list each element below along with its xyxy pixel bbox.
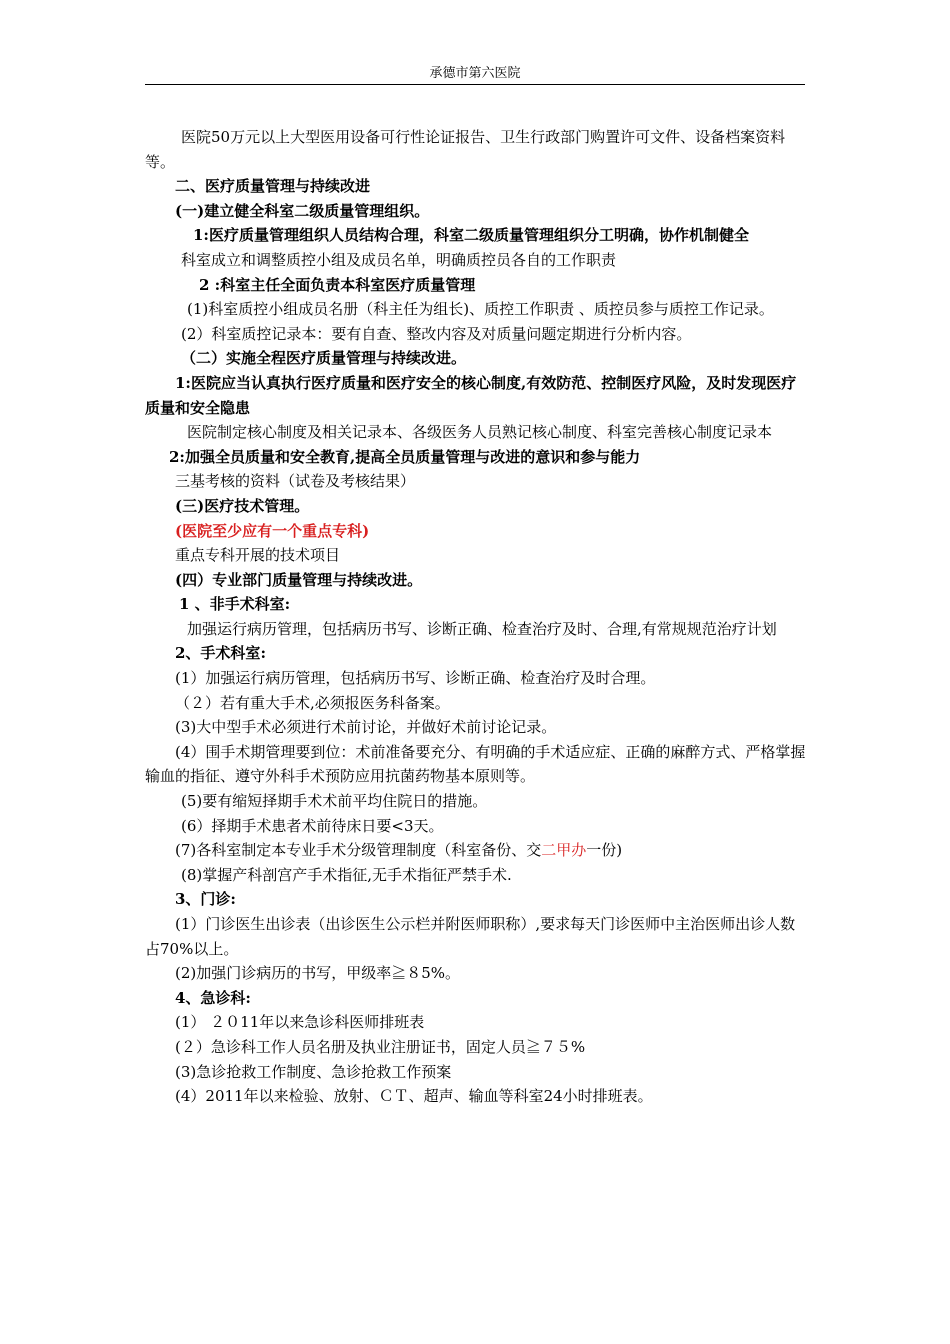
paragraph: (1） ２０11年以来急诊科医师排班表 bbox=[175, 1013, 425, 1032]
paragraph: (4）2011年以来检验、放射、ＣＴ、超声、输血等科室24小时排班表。 bbox=[175, 1087, 653, 1106]
subsection-heading: (三)医疗技术管理。 bbox=[175, 496, 310, 515]
header-rule bbox=[145, 84, 805, 85]
item-heading: 1:医疗质量管理组织人员结构合理，科室二级质量管理组织分工明确，协作机制健全 bbox=[193, 226, 749, 245]
paragraph: （２）若有重大手术,必须报医务科备案。 bbox=[175, 693, 450, 712]
section-heading: 二、医疗质量管理与持续改进 bbox=[175, 177, 371, 196]
paragraph: (２）急诊科工作人员名册及执业注册证书，固定人员≧７５% bbox=[175, 1037, 586, 1056]
item-heading: 2、手术科室: bbox=[175, 644, 266, 663]
subsection-heading: （二）实施全程医疗质量管理与持续改进。 bbox=[181, 349, 467, 368]
page-header-title: 承德市第六医院 bbox=[429, 66, 521, 81]
text-run: 一份) bbox=[586, 841, 623, 860]
paragraph: (1）加强运行病历管理，包括病历书写、诊断正确、检查治疗及时合理。 bbox=[175, 669, 656, 688]
subsection-heading: (四）专业部门质量管理与持续改进。 bbox=[175, 570, 423, 589]
text-run: (7)各科室制定本专业手术分级管理制度（科室备份、交 bbox=[175, 841, 542, 860]
paragraph: (5)要有缩短择期手术术前平均住院日的措施。 bbox=[181, 792, 488, 811]
item-heading: 1 、非手术科室: bbox=[179, 595, 291, 614]
item-heading: 4、急诊科: bbox=[175, 988, 251, 1007]
paragraph: (2）科室质控记录本：要有自查、整改内容及对质量问题定期进行分析内容。 bbox=[181, 324, 692, 343]
document-body bbox=[145, 125, 807, 1109]
paragraph: (4）围手术期管理要到位：术前准备要充分、有明确的手术适应症、正确的麻醉方式、严格掌握输血的指征、遵守外科手术预防应用抗菌药物基本原则等。 bbox=[145, 742, 806, 786]
paragraph: 医院制定核心制度及相关记录本、各级医务人员熟记核心制度、科室完善核心制度记录本 bbox=[187, 423, 773, 442]
item-heading: 1:医院应当认真执行医疗质量和医疗安全的核心制度,有效防范、控制医疗风险，及时发现医疗质量和安全隐患 bbox=[145, 373, 797, 417]
item-heading: 2:加强全员质量和安全教育,提高全员质量管理与改进的意识和参与能力 bbox=[169, 447, 641, 466]
subsection-heading: (一)建立健全科室二级质量管理组织。 bbox=[175, 201, 430, 220]
paragraph: 重点专科开展的技术项目 bbox=[175, 546, 341, 565]
paragraph: (3)大中型手术必须进行术前讨论，并做好术前讨论记录。 bbox=[175, 718, 557, 737]
highlight-text: 二甲办 bbox=[541, 841, 587, 860]
item-heading: 2 :科室主任全面负责本科室医疗质量管理 bbox=[199, 275, 476, 294]
item-heading: 3、门诊: bbox=[175, 890, 236, 909]
paragraph: (1)科室质控小组成员名册（科主任为组长)、质控工作职责 、质控员参与质控工作记录。 bbox=[187, 300, 774, 319]
paragraph: 加强运行病历管理，包括病历书写、诊断正确、检查治疗及时、合理,有常规规范治疗计划 bbox=[187, 619, 777, 638]
paragraph: 医院50万元以上大型医用设备可行性论证报告、卫生行政部门购置许可文件、设备档案资料等。 bbox=[145, 128, 786, 171]
paragraph bbox=[145, 838, 807, 863]
paragraph: 科室成立和调整质控小组及成员名单，明确质控员各自的工作职责 bbox=[181, 250, 617, 269]
paragraph: (3)急诊抢救工作制度、急诊抢救工作预案 bbox=[175, 1062, 452, 1081]
paragraph: (2)加强门诊病历的书写，甲级率≧８5%。 bbox=[175, 964, 461, 983]
highlight-note: (医院至少应有一个重点专科) bbox=[175, 521, 370, 540]
paragraph: 三基考核的资料（试卷及考核结果） bbox=[175, 472, 416, 491]
paragraph: (6）择期手术患者术前待床日要<3天。 bbox=[181, 816, 444, 835]
paragraph: (8)掌握产科剖宫产手术指征,无手术指征严禁手术. bbox=[181, 865, 512, 884]
paragraph: (1）门诊医生出诊表（出诊医生公示栏并附医师职称）,要求每天门诊医师中主治医师出诊人数占70%以上。 bbox=[145, 915, 796, 958]
